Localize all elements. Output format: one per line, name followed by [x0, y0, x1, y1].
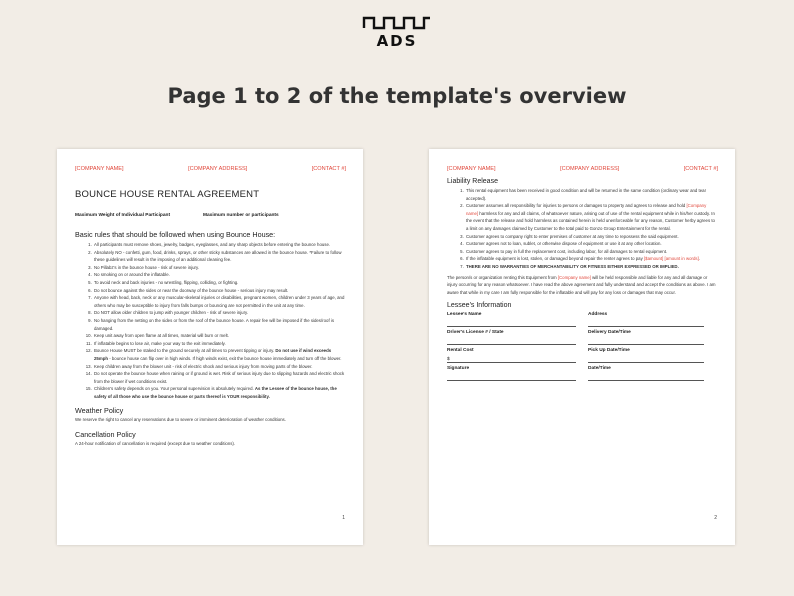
page-number: 2: [714, 515, 717, 521]
address-field[interactable]: [588, 312, 716, 330]
lessee-form: [447, 312, 718, 384]
field-label: Delivery Date/Time: [588, 330, 631, 336]
pickup-date-field[interactable]: [588, 348, 716, 366]
rule-item: 11. If inflatable begins to lose air, make your way to the exit immediately.: [93, 340, 346, 348]
agreement-title: BOUNCE HOUSE RENTAL AGREEMENT: [75, 189, 260, 200]
rental-cost-field[interactable]: [447, 348, 588, 366]
field-label: Rental Cost: [447, 348, 474, 354]
field-label: Signature: [447, 366, 470, 372]
field-underline: [447, 344, 576, 345]
rule-item: 7. Anyone with head, back, neck or any muscular-skeletal injuries or disabilities, pregnant women, children under 3 years of age, and others who may be susceptible to injury from falls bumps or bouncing are not permitted in the unit at any time.: [93, 294, 346, 309]
rule-item: 6. Do not bounce against the sides or near the doorway of the bounce house - serious injury may result.: [93, 287, 346, 295]
company-address-placeholder: [COMPANY ADDRESS]: [188, 166, 248, 172]
date-time-field[interactable]: [588, 366, 716, 384]
liability-text: .: [698, 256, 701, 262]
field-label: Address: [588, 312, 608, 318]
amount-words-placeholder: [amount in words]: [664, 256, 699, 262]
liability-item: 5. Customer agrees to pay in full the replacement cost, including labor, for all damages to rental equipment.: [465, 248, 718, 256]
max-weight-label: Maximum Weight of Individual Participant: [75, 213, 171, 218]
liability-heading: Liability Release: [447, 178, 498, 185]
lessee-heading: Lessee's Information: [447, 302, 512, 310]
cancellation-text: A 24-hour notification of cancellation is required (except due to weather conditions).: [75, 441, 236, 447]
page-header: [75, 166, 346, 172]
liability-item: 4. Customer agrees not to loan, sublet, or otherwise dispose of equipment or use it at any other location.: [465, 240, 718, 248]
lessee-name-field[interactable]: [447, 312, 588, 330]
paragraph-text: will be held responsible and liable for any and all damage or injury occurring for any reason whatsoever. I have read the above agreement and fully understand and accept the conditions as above. I am aware that while in my care I am fully responsible for the inflatable and will pay for any loss or damages that may occur.: [447, 274, 716, 295]
brand-logo: [360, 14, 434, 50]
rule-item: 2. Absolutely NO - confetti, gum, food, drinks, sprays, or other sticky substances are allowed in the bounce house. *Failure to follow these guidelines will result in the imposing of an additional cleaning fee.: [93, 249, 346, 264]
field-underline: [588, 344, 704, 345]
field-underline: [588, 362, 704, 363]
company-name-placeholder: [COMPANY NAME]: [447, 166, 496, 172]
liability-item: 1. This rental equipment has been received in good condition and will be returned in the same condition (ordinary wear and tear accepted).: [465, 187, 718, 202]
rule-item: [93, 385, 346, 400]
company-name-placeholder: [Company name]: [466, 203, 707, 216]
amount-placeholder: [$amount]: [643, 256, 664, 262]
field-label: Lessee's Name: [447, 312, 482, 318]
rule-item: 13. Keep children away from the blower unit - risk of electric shock and serious injury from moving parts of the blower.: [93, 363, 346, 371]
rule-item: 5. To avoid neck and back injuries - no wrestling, flipping, colliding, or fighting.: [93, 279, 346, 287]
max-number-label: Maximum number or participants: [203, 213, 279, 218]
liability-text: Customer assumes all responsibility for injuries to persons or damages to property and agrees to release and hold: [466, 203, 687, 209]
field-underline: [447, 380, 576, 381]
rule-text: Bounce House MUST be staked to the ground securely at all times to prevent tipping or injury.: [94, 348, 276, 354]
logo-text: ADS: [376, 32, 418, 50]
warranty-disclaimer: THERE ARE NO WARRANTIES OF MERCHANTABILITY OR FITNESS EITHER EXPRESSED OR IMPLIED.: [466, 263, 679, 269]
liability-text: harmless for any and all claims, of whatsoever nature, arising out of use of the rental equipment while in his/her custody. In the event that the release and hold harmless as contained herein is held unenforceable for any reason, Customer herby agrees to a limit on any damages claimed by Customer to the total paid to Gonzo Group Entertainment for the rental.: [466, 210, 715, 231]
paragraph-text: The person/s or organization renting this Equipment from: [447, 274, 558, 280]
responsibility-paragraph: [447, 274, 718, 297]
rule-item: 4. No smoking on or around the inflatable.: [93, 271, 346, 279]
field-label: Driver's License # / State: [447, 330, 504, 336]
field-underline: [447, 326, 576, 327]
company-name-placeholder: [COMPANY NAME]: [75, 166, 124, 172]
rule-item: 9. No hanging from the netting on the sides or from the roof of the bounce house. A repair fee will be imposed if the sides/roof is damaged.: [93, 317, 346, 332]
weather-text: We reserve the right to cancel any reservations due to severe or imminent deterioration of weather conditions.: [75, 417, 286, 423]
rule-bold-text: Do not use if wind exceeds 25mph: [94, 348, 332, 361]
field-label: Date/Time: [588, 366, 611, 372]
liability-list: [447, 187, 718, 271]
page-title: Page 1 to 2 of the template's overview: [167, 84, 627, 108]
document-page-2: [429, 149, 735, 545]
rules-list: [75, 241, 346, 400]
rule-text: - bounce house can flip over in high winds. If high winds exist, exit the bounce house immediately and turn off the blower.: [108, 355, 342, 361]
field-underline: [588, 380, 704, 381]
rule-text: Children's safety depends on you. Your personal supervision is absolutely required.: [94, 386, 255, 392]
currency-symbol: $: [447, 357, 450, 363]
cancellation-heading: Cancellation Policy: [75, 430, 136, 440]
field-underline: [588, 326, 704, 327]
liability-item: 3. Customer agrees to company right to enter premises of customer at any time to repossess the said equipment.: [465, 233, 718, 241]
rule-item: 1. All participants must remove shoes, jewelry, badges, eyeglasses, and any sharp objects before entering the bounce house.: [93, 241, 346, 249]
participant-limits: [75, 213, 346, 218]
liability-item: [465, 263, 718, 271]
field-label: Pick Up Date/Time: [588, 348, 630, 354]
rule-item: 14. Do not operate the bounce house when raining or if ground is wet. Risk of serious injury due to slipping hazards and electric shock from the blower if wet conditions exist.: [93, 370, 346, 385]
company-name-placeholder: [Company name]: [557, 274, 591, 280]
drivers-license-field[interactable]: [447, 330, 588, 348]
liability-item: [465, 255, 718, 263]
field-underline: [447, 362, 576, 363]
document-page-1: [57, 149, 363, 545]
rules-heading: Basic rules that should be followed when using Bounce House:: [75, 230, 276, 239]
page-number: 1: [342, 515, 345, 521]
company-address-placeholder: [COMPANY ADDRESS]: [560, 166, 620, 172]
rule-item: 8. Do NOT allow older children to jump with younger children - risk of severe injury.: [93, 309, 346, 317]
page-header: [447, 166, 718, 172]
contact-placeholder: [CONTACT #]: [311, 166, 346, 172]
logo-wave-icon: [362, 14, 432, 30]
contact-placeholder: [CONTACT #]: [683, 166, 718, 172]
rule-bold-text: As the Lessee of the bounce house, the safety of all those who use the bounce house or parts thereof is YOUR responsibility.: [94, 386, 337, 399]
rule-item: 3. No Pillabz's in the bounce house - risk of severe injury.: [93, 264, 346, 272]
rule-item: 10. Keep unit away from open flame at all times, material will burn or melt.: [93, 332, 346, 340]
rule-item: [93, 347, 346, 362]
liability-item: [465, 202, 718, 232]
signature-field[interactable]: [447, 366, 588, 384]
weather-heading: Weather Policy: [75, 406, 124, 416]
delivery-date-field[interactable]: [588, 330, 716, 348]
liability-text: If the inflatable equipment is lost, stolen, or damaged beyond repair the renter agrees to pay: [466, 256, 644, 262]
